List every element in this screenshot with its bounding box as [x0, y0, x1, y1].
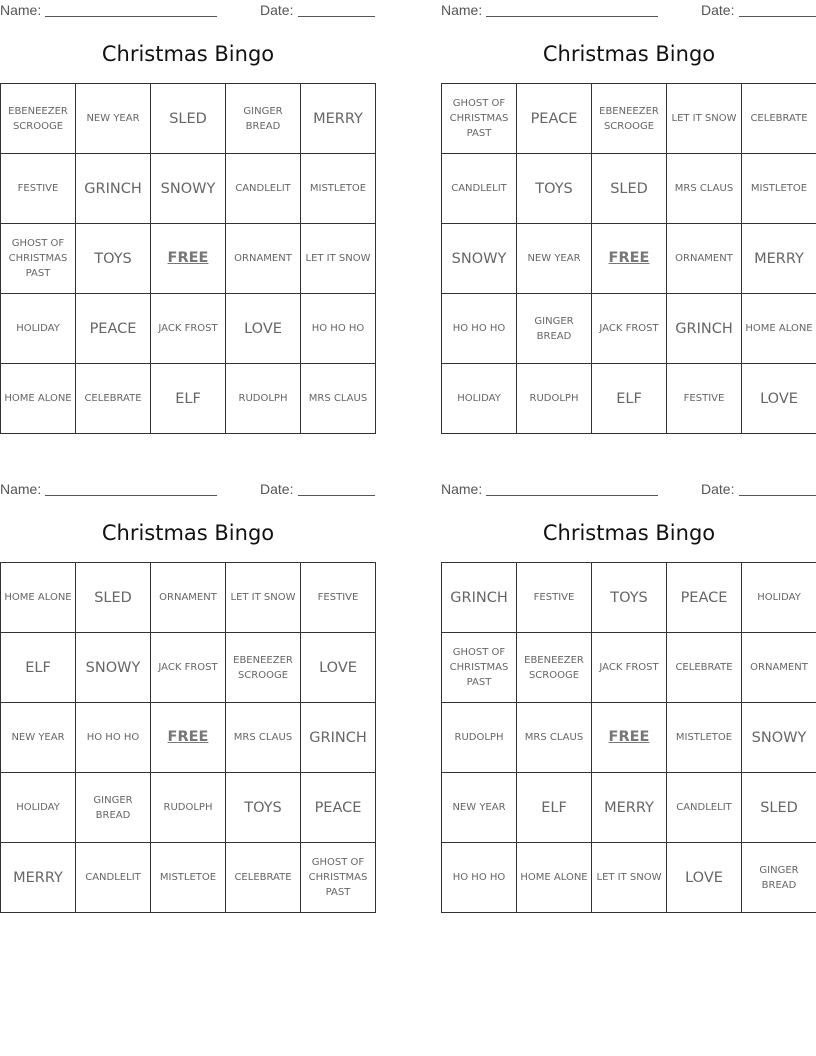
bingo-cell[interactable]: SLED: [76, 563, 151, 633]
bingo-cell[interactable]: JACK FROST: [592, 294, 667, 364]
bingo-cell[interactable]: NEW YEAR: [1, 703, 76, 773]
bingo-cell[interactable]: MRS CLAUS: [517, 703, 592, 773]
date-label: Date:: [701, 481, 735, 497]
bingo-grid: [0, 83, 376, 434]
bingo-cell[interactable]: MERRY: [301, 84, 376, 154]
free-space-cell[interactable]: FREE: [592, 703, 667, 773]
bingo-cell[interactable]: EBENEEZER SCROOGE: [1, 84, 76, 154]
bingo-cell[interactable]: GRINCH: [442, 563, 517, 633]
name-label: Name:: [0, 2, 42, 18]
bingo-cell[interactable]: LOVE: [742, 364, 816, 434]
bingo-cell[interactable]: ORNAMENT: [151, 563, 226, 633]
bingo-cell[interactable]: ELF: [1, 633, 76, 703]
card-title: Christmas Bingo: [101, 42, 275, 66]
bingo-cell[interactable]: TOYS: [517, 154, 592, 224]
bingo-cell[interactable]: GINGER BREAD: [742, 843, 816, 913]
bingo-cell[interactable]: ORNAMENT: [226, 224, 301, 294]
bingo-cell[interactable]: SNOWY: [151, 154, 226, 224]
name-label: Name:: [441, 481, 483, 497]
bingo-cell[interactable]: HO HO HO: [301, 294, 376, 364]
bingo-cell[interactable]: CELEBRATE: [226, 843, 301, 913]
bingo-cell[interactable]: GHOST OF CHRISTMAS PAST: [1, 224, 76, 294]
bingo-cell[interactable]: PEACE: [667, 563, 742, 633]
bingo-cell[interactable]: HO HO HO: [76, 703, 151, 773]
bingo-cell[interactable]: GHOST OF CHRISTMAS PAST: [301, 843, 376, 913]
bingo-cell[interactable]: CELEBRATE: [667, 633, 742, 703]
bingo-cell[interactable]: MISTLETOE: [301, 154, 376, 224]
name-field[interactable]: [45, 495, 217, 496]
bingo-cell[interactable]: HOLIDAY: [1, 773, 76, 843]
bingo-cell[interactable]: MRS CLAUS: [226, 703, 301, 773]
bingo-cell[interactable]: LET IT SNOW: [592, 843, 667, 913]
date-field[interactable]: [739, 16, 816, 17]
bingo-cell[interactable]: GRINCH: [301, 703, 376, 773]
bingo-cell[interactable]: GINGER BREAD: [76, 773, 151, 843]
bingo-cell[interactable]: CANDLELIT: [667, 773, 742, 843]
bingo-cell[interactable]: ORNAMENT: [742, 633, 816, 703]
bingo-cell[interactable]: NEW YEAR: [76, 84, 151, 154]
bingo-cell[interactable]: HOLIDAY: [1, 294, 76, 364]
bingo-cell[interactable]: PEACE: [301, 773, 376, 843]
bingo-cell[interactable]: RUDOLPH: [517, 364, 592, 434]
bingo-cell[interactable]: MERRY: [592, 773, 667, 843]
date-label: Date:: [260, 2, 294, 18]
card-title: Christmas Bingo: [542, 42, 716, 66]
bingo-cell[interactable]: PEACE: [517, 84, 592, 154]
bingo-cell[interactable]: LET IT SNOW: [667, 84, 742, 154]
bingo-cell[interactable]: GRINCH: [76, 154, 151, 224]
name-label: Name:: [441, 2, 483, 18]
bingo-cell[interactable]: ORNAMENT: [667, 224, 742, 294]
date-label: Date:: [701, 2, 735, 18]
bingo-cell[interactable]: HO HO HO: [442, 843, 517, 913]
bingo-cell[interactable]: MERRY: [742, 224, 816, 294]
bingo-cell[interactable]: FESTIVE: [517, 563, 592, 633]
bingo-cell[interactable]: MISTLETOE: [742, 154, 816, 224]
bingo-cell[interactable]: LOVE: [301, 633, 376, 703]
name-field[interactable]: [486, 495, 658, 496]
bingo-grid: [441, 562, 816, 913]
bingo-cell[interactable]: LOVE: [226, 294, 301, 364]
bingo-cell[interactable]: GINGER BREAD: [226, 84, 301, 154]
card-header: [441, 0, 816, 20]
bingo-cell[interactable]: ELF: [517, 773, 592, 843]
free-space-cell[interactable]: FREE: [592, 224, 667, 294]
bingo-cell[interactable]: SNOWY: [442, 224, 517, 294]
card-header: [0, 479, 376, 499]
bingo-cell[interactable]: GRINCH: [667, 294, 742, 364]
bingo-cell[interactable]: SLED: [742, 773, 816, 843]
bingo-grid: [0, 562, 376, 913]
bingo-cell[interactable]: HOLIDAY: [442, 364, 517, 434]
bingo-cell[interactable]: HO HO HO: [442, 294, 517, 364]
bingo-cell[interactable]: ELF: [592, 364, 667, 434]
date-field[interactable]: [739, 495, 816, 496]
bingo-cell[interactable]: RUDOLPH: [151, 773, 226, 843]
card-title: Christmas Bingo: [101, 521, 275, 545]
bingo-cell[interactable]: TOYS: [76, 224, 151, 294]
bingo-cell[interactable]: RUDOLPH: [442, 703, 517, 773]
bingo-cell[interactable]: GHOST OF CHRISTMAS PAST: [442, 633, 517, 703]
bingo-cell[interactable]: ELF: [151, 364, 226, 434]
bingo-card-3: [0, 479, 376, 914]
bingo-cell[interactable]: HOME ALONE: [517, 843, 592, 913]
bingo-cell[interactable]: NEW YEAR: [442, 773, 517, 843]
bingo-cell[interactable]: RUDOLPH: [226, 364, 301, 434]
bingo-cell[interactable]: LOVE: [667, 843, 742, 913]
card-header: [0, 0, 376, 20]
date-label: Date:: [260, 481, 294, 497]
bingo-cell[interactable]: JACK FROST: [151, 294, 226, 364]
bingo-cell[interactable]: EBENEEZER SCROOGE: [517, 633, 592, 703]
bingo-cell[interactable]: SNOWY: [76, 633, 151, 703]
bingo-grid: [441, 83, 816, 434]
bingo-cell[interactable]: MRS CLAUS: [301, 364, 376, 434]
bingo-cell[interactable]: TOYS: [592, 563, 667, 633]
bingo-cell[interactable]: CANDLELIT: [226, 154, 301, 224]
bingo-cell[interactable]: GINGER BREAD: [517, 294, 592, 364]
bingo-cell[interactable]: GHOST OF CHRISTMAS PAST: [442, 84, 517, 154]
name-label: Name:: [0, 481, 42, 497]
bingo-card-2: [441, 0, 816, 435]
bingo-cell[interactable]: EBENEEZER SCROOGE: [226, 633, 301, 703]
bingo-cell[interactable]: SLED: [592, 154, 667, 224]
bingo-cell[interactable]: FESTIVE: [1, 154, 76, 224]
date-field[interactable]: [298, 16, 375, 17]
bingo-cell[interactable]: EBENEEZER SCROOGE: [592, 84, 667, 154]
bingo-cell[interactable]: CELEBRATE: [742, 84, 816, 154]
bingo-cell[interactable]: SLED: [151, 84, 226, 154]
bingo-card-4: [441, 479, 816, 914]
card-title: Christmas Bingo: [542, 521, 716, 545]
bingo-cell[interactable]: JACK FROST: [151, 633, 226, 703]
bingo-cell[interactable]: SNOWY: [742, 703, 816, 773]
bingo-cell[interactable]: MRS CLAUS: [667, 154, 742, 224]
bingo-cell[interactable]: HOLIDAY: [742, 563, 816, 633]
bingo-cell[interactable]: MISTLETOE: [151, 843, 226, 913]
free-space-cell[interactable]: FREE: [151, 224, 226, 294]
name-field[interactable]: [486, 16, 658, 17]
bingo-cell[interactable]: NEW YEAR: [517, 224, 592, 294]
bingo-cell[interactable]: MERRY: [1, 843, 76, 913]
bingo-cell[interactable]: HOME ALONE: [1, 563, 76, 633]
date-field[interactable]: [298, 495, 375, 496]
bingo-cell[interactable]: CELEBRATE: [76, 364, 151, 434]
free-space-cell[interactable]: FREE: [151, 703, 226, 773]
bingo-card-1: [0, 0, 376, 435]
bingo-cell[interactable]: HOME ALONE: [1, 364, 76, 434]
bingo-cell[interactable]: FESTIVE: [301, 563, 376, 633]
card-header: [441, 479, 816, 499]
bingo-cell[interactable]: MISTLETOE: [667, 703, 742, 773]
bingo-cell[interactable]: CANDLELIT: [76, 843, 151, 913]
bingo-cell[interactable]: PEACE: [76, 294, 151, 364]
bingo-cell[interactable]: LET IT SNOW: [301, 224, 376, 294]
bingo-cell[interactable]: CANDLELIT: [442, 154, 517, 224]
bingo-cell[interactable]: LET IT SNOW: [226, 563, 301, 633]
bingo-cell[interactable]: FESTIVE: [667, 364, 742, 434]
bingo-cell[interactable]: HOME ALONE: [742, 294, 816, 364]
name-field[interactable]: [45, 16, 217, 17]
bingo-cell[interactable]: JACK FROST: [592, 633, 667, 703]
bingo-cell[interactable]: TOYS: [226, 773, 301, 843]
